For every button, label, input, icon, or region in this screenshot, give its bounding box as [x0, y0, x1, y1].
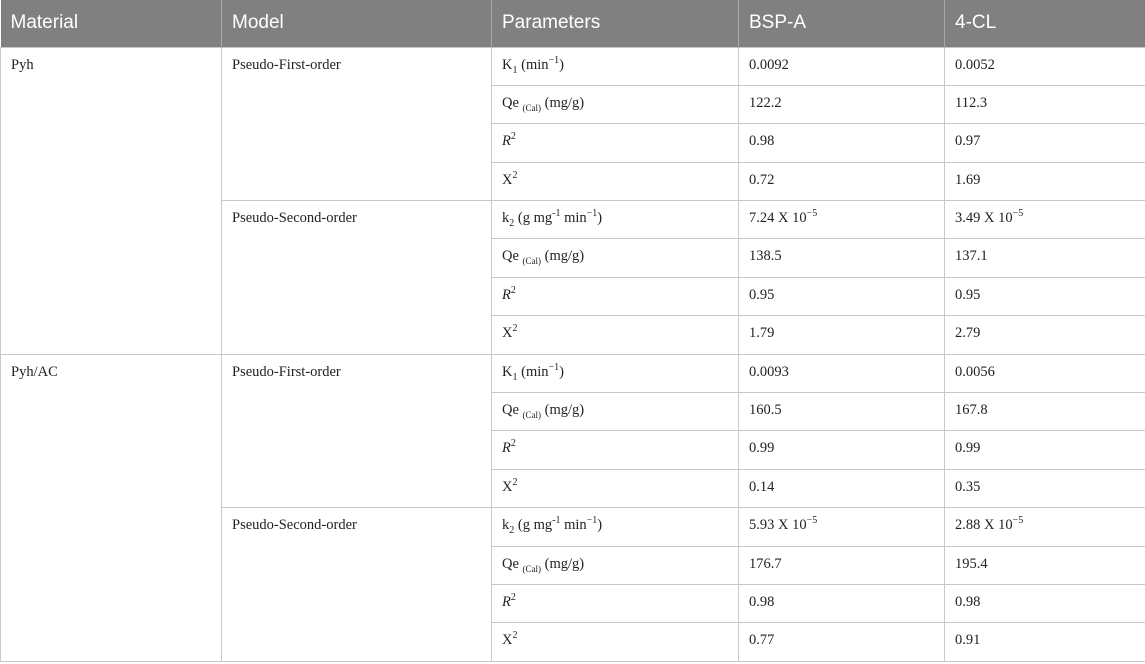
value-cell: 0.98	[739, 584, 945, 622]
param-r2: $R^2$	[492, 277, 739, 315]
model-cell: Pseudo-Second-order	[222, 508, 492, 662]
value-cell: 0.35	[945, 469, 1145, 507]
param-x2: $X^2$	[492, 623, 739, 661]
param-qe: Qe $_{(Cal)}$ (mg/g)	[492, 546, 739, 584]
value-cell: 0.14	[739, 469, 945, 507]
value-cell: 3.49 X $10^{-5}$	[945, 201, 1145, 239]
value-cell: 0.98	[945, 584, 1145, 622]
value-cell: 2.88 X $10^{-5}$	[945, 508, 1145, 546]
value-cell: 0.0052	[945, 47, 1145, 85]
value-cell: 138.5	[739, 239, 945, 277]
value-cell: 0.72	[739, 162, 945, 200]
model-cell: Pseudo-First-order	[222, 354, 492, 508]
model-cell: Pseudo-Second-order	[222, 201, 492, 355]
param-qe: Qe $_{(Cal)}$ (mg/g)	[492, 393, 739, 431]
param-qe: Qe $_{(Cal)}$ (mg/g)	[492, 239, 739, 277]
param-qe: Qe $_{(Cal)}$ (mg/g)	[492, 85, 739, 123]
value-cell: 7.24 X $10^{-5}$	[739, 201, 945, 239]
param-r2: $R^2$	[492, 431, 739, 469]
header-bsp-a: BSP-A	[739, 0, 945, 47]
value-cell: 160.5	[739, 393, 945, 431]
value-cell: 137.1	[945, 239, 1145, 277]
value-cell: 0.91	[945, 623, 1145, 661]
material-cell: Pyh/AC	[1, 354, 222, 661]
value-cell: 176.7	[739, 546, 945, 584]
value-cell: 122.2	[739, 85, 945, 123]
value-cell: 1.79	[739, 316, 945, 354]
value-cell: 0.77	[739, 623, 945, 661]
value-cell: 0.98	[739, 124, 945, 162]
value-cell: 1.69	[945, 162, 1145, 200]
param-k1: $K_1$ $(\min^{-1})$	[492, 47, 739, 85]
header-parameters: Parameters	[492, 0, 739, 47]
value-cell: 0.99	[945, 431, 1145, 469]
value-cell: 0.0092	[739, 47, 945, 85]
value-cell: 2.79	[945, 316, 1145, 354]
header-model: Model	[222, 0, 492, 47]
value-cell: 0.95	[739, 277, 945, 315]
value-cell: 112.3	[945, 85, 1145, 123]
param-r2: $R^2$	[492, 584, 739, 622]
value-cell: 0.95	[945, 277, 1145, 315]
param-x2: $X^2$	[492, 162, 739, 200]
value-cell: 5.93 X $10^{-5}$	[739, 508, 945, 546]
param-x2: $X^2$	[492, 469, 739, 507]
header-material: Material	[1, 0, 222, 47]
header-4-cl: 4-CL	[945, 0, 1145, 47]
param-k1: $K_1$ $(\min^{-1})$	[492, 354, 739, 392]
param-x2: $X^2$	[492, 316, 739, 354]
material-cell: Pyh	[1, 47, 222, 354]
value-cell: 0.0056	[945, 354, 1145, 392]
value-cell: 0.0093	[739, 354, 945, 392]
table-row	[1, 354, 1145, 392]
param-k2: $k_2$ (g $mg^{-1}$ $\min^{-1}$)	[492, 201, 739, 239]
param-k2: $k_2$ (g $mg^{-1}$ $\min^{-1}$)	[492, 508, 739, 546]
value-cell: 167.8	[945, 393, 1145, 431]
model-cell: Pseudo-First-order	[222, 47, 492, 201]
header-row	[1, 0, 1145, 47]
table-row	[1, 47, 1145, 85]
value-cell: 0.99	[739, 431, 945, 469]
value-cell: 195.4	[945, 546, 1145, 584]
param-r2: $R^2$	[492, 124, 739, 162]
value-cell: 0.97	[945, 124, 1145, 162]
